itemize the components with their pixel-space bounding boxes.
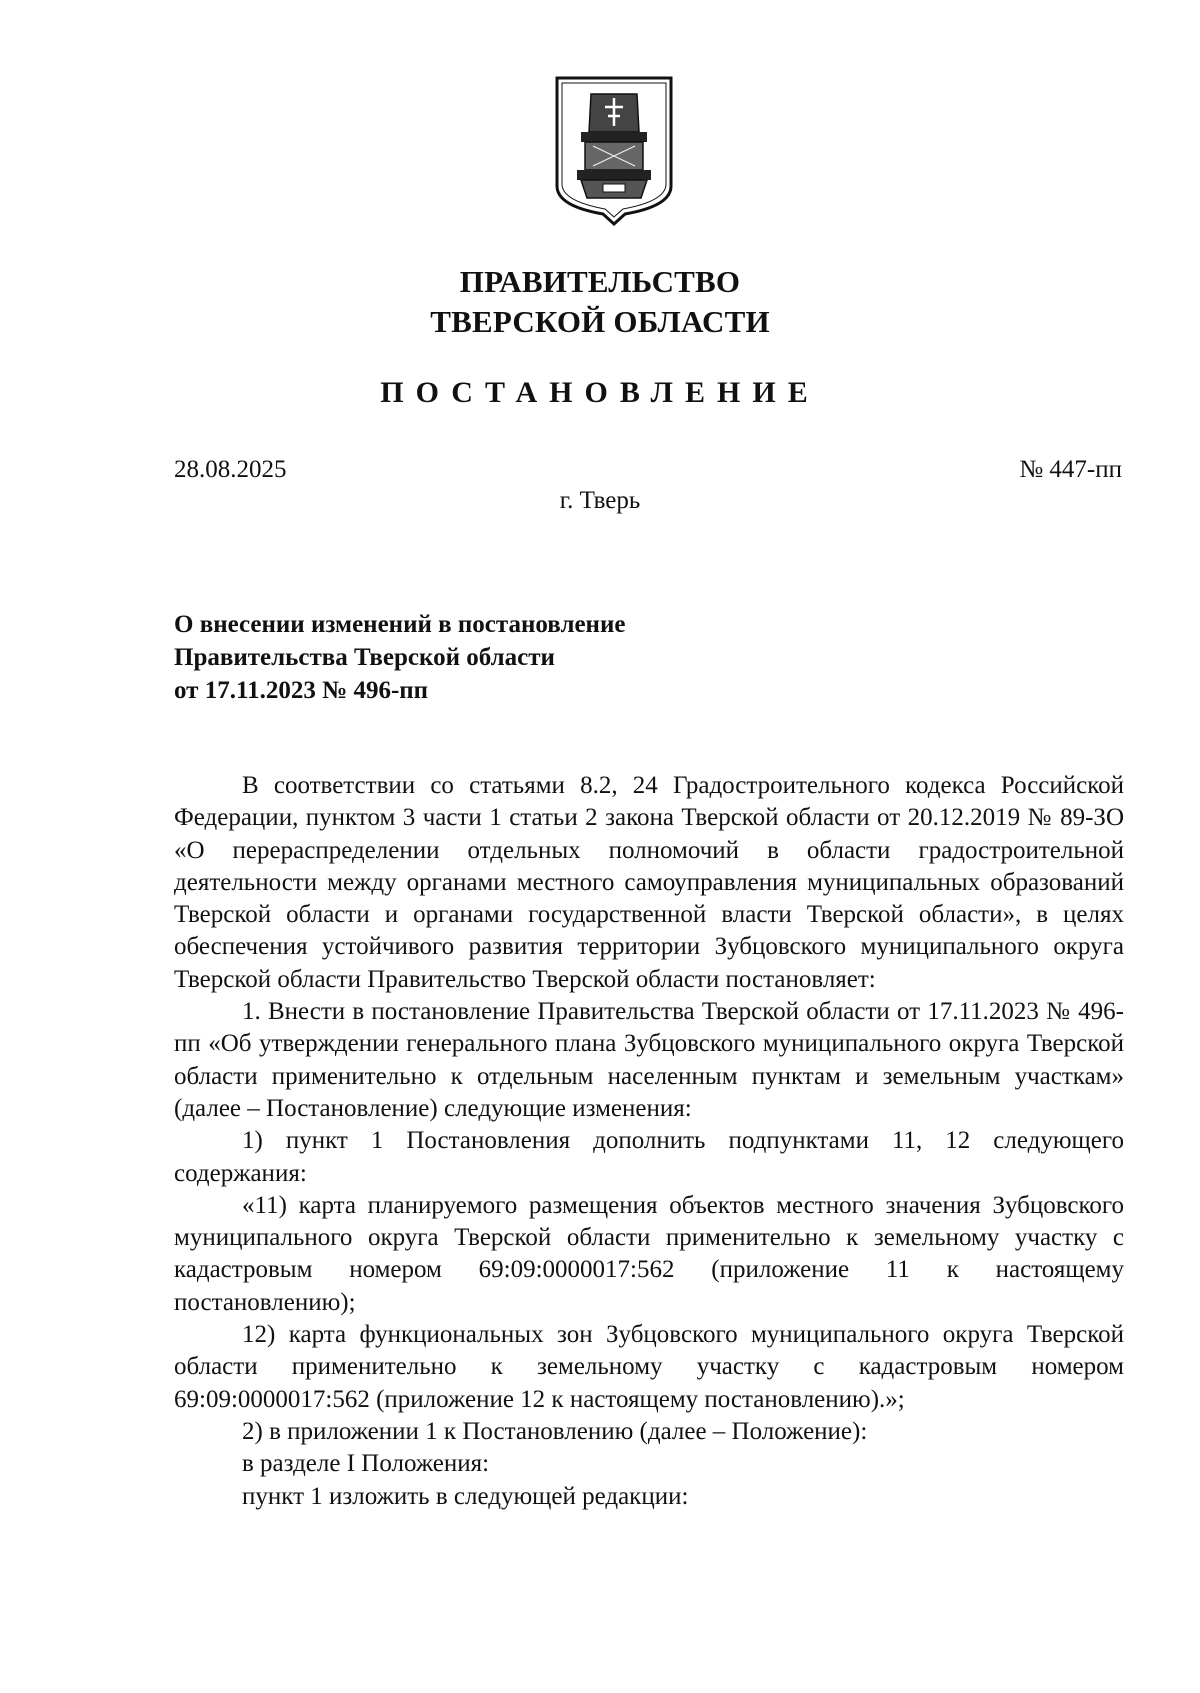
title-line3: от 17.11.2023 № 496-пп [174,677,429,704]
paragraph-preamble: В соответствии со статьями 8.2, 24 Градостроительного кодекса Российской Федерации, пунктом 3 части 1 статьи 2 закона Тверской области от 20.12.2019 № 89-ЗО «О перераспределении отдельных полномочий в области градостроительной деятельности между органами местного самоуправления муниципальных образований Тверской области и органами государственной власти Тверской области», в целях обеспечения устойчивого развития территории Зубцовского муниципального округа Тверской области Правительство Тверской области постановляет: [174,772,1124,993]
paragraph-subitem-2: 2) в приложении 1 к Постановлению (далее – Положение): [242,1417,868,1445]
paragraph-section-1: в разделе I Положения: [242,1450,490,1478]
document-title [174,608,625,707]
document-body [174,770,1124,1513]
paragraph-subitem-11: «11) карта планируемого размещения объектов местного значения Зубцовского муниципального округа Тверской области применительно к земельному участку с кадастровым номером 69:09:0000017:562 (приложение 11 к настоящему постановлению); [174,1191,1124,1316]
title-line2: Правительства Тверской области [174,644,555,671]
document-number: № 447-пп [1019,456,1122,483]
paragraph-item-1: 1. Внести в постановление Правительства Тверской области от 17.11.2023 № 496-пп «Об утверждении генерального плана Зубцовского муниципального округа Тверской области применительно к отдельным населенным пунктам и земельным участкам» (далее – Постановление) следующие изменения: [174,998,1124,1122]
title-line1: О внесении изменений в постановление [174,611,626,638]
paragraph-point-1: пункт 1 изложить в следующей редакции: [242,1482,689,1510]
document-type: ПОСТАНОВЛЕНИЕ [380,376,820,409]
coat-of-arms-icon [553,74,675,226]
org-name-line2: ТВЕРСКОЙ ОБЛАСТИ [430,304,770,339]
document-date: 28.08.2025 [174,456,287,483]
paragraph-subitem-12: 12) карта функциональных зон Зубцовского муниципального округа Тверской области применительно к земельному участку с кадастровым номером 69:09:0000017:562 (приложение 12 к настоящему постановлению).»; [174,1321,1124,1413]
document-city: г. Тверь [559,487,641,514]
paragraph-subitem-1: 1) пункт 1 Постановления дополнить подпунктами 11, 12 следующего содержания: [174,1127,1124,1187]
org-name-line1: ПРАВИТЕЛЬСТВО [459,264,741,299]
